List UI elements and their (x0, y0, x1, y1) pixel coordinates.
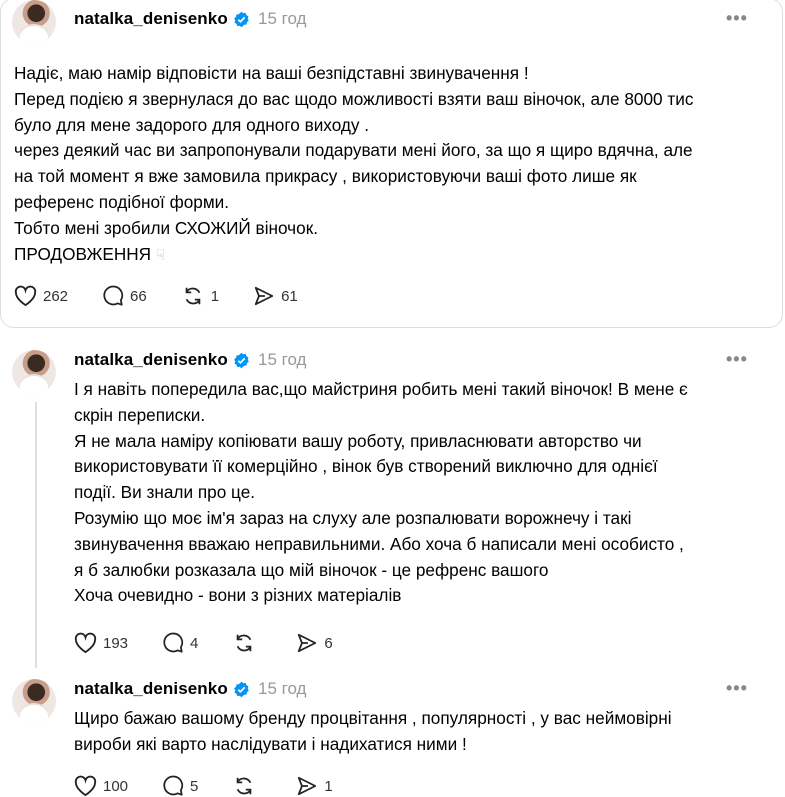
repost-icon (181, 285, 205, 307)
thread-line (35, 402, 37, 668)
repost-button[interactable] (232, 775, 262, 797)
repost-icon (232, 632, 256, 654)
text-line: Хоча очевидно - вони з різних матеріалів (74, 585, 402, 606)
text-line: Перед подією я звернулася до вас щодо можливості взяти ваш віночок, але 8000 тис (14, 88, 694, 109)
share-button[interactable] (253, 285, 298, 307)
share-count: 1 (324, 777, 333, 795)
share-icon (253, 285, 275, 307)
repost-count: 1 (210, 287, 220, 305)
username[interactable]: natalka_denisenko (74, 350, 228, 369)
verified-badge-icon (233, 11, 250, 28)
text-line: я б залюбки розказала що мій віночок - це рефренс вашого (74, 559, 549, 580)
post-actions (74, 775, 367, 797)
post-actions (74, 632, 367, 654)
more-options-icon[interactable]: ••• (726, 349, 748, 369)
like-button[interactable] (14, 285, 68, 307)
text-line: на той момент я вже замовила прикрасу , використовуючи ваші фото лише як (14, 166, 637, 187)
text-line: було для мене задорого для одного виходу . (14, 114, 370, 135)
verified-badge-icon (233, 681, 250, 698)
share-button[interactable] (296, 632, 332, 654)
like-button[interactable] (74, 632, 128, 654)
share-icon (296, 632, 318, 654)
verified-badge-icon (233, 352, 250, 369)
like-count: 193 (103, 634, 129, 652)
text-line: І я навіть попередила вас,що майстриня робить мені такий віночок! В мене є (74, 379, 688, 399)
post-actions (14, 285, 332, 307)
comment-icon (162, 775, 184, 797)
comment-button[interactable] (162, 632, 198, 654)
text-line: референс подібної форми. (14, 191, 230, 212)
more-options-icon[interactable]: ••• (726, 8, 748, 28)
like-count: 262 (43, 287, 69, 305)
post-time: 15 год (258, 9, 307, 28)
heart-icon (74, 775, 97, 797)
text-line: скрін переписки. (74, 404, 206, 425)
repost-icon (232, 775, 256, 797)
share-count: 6 (324, 634, 333, 652)
heart-icon (14, 285, 37, 307)
comment-count: 4 (190, 634, 199, 652)
avatar[interactable] (12, 350, 56, 394)
post-time: 15 год (258, 350, 307, 369)
avatar[interactable] (12, 679, 56, 723)
text-line: Тобто мені зробили СХОЖИЙ віночок. (14, 217, 318, 238)
heart-icon (74, 632, 97, 654)
comment-count: 66 (130, 287, 147, 305)
text-line: Розумію що моє ім'я зараз на слуху але розпалювати ворожнечу і такі (74, 507, 632, 528)
repost-button[interactable] (232, 632, 262, 654)
text-line: через деякий час ви запропонували подарувати мені його, за що я щиро вдячна, але (14, 140, 693, 161)
username[interactable]: natalka_denisenko (74, 679, 228, 698)
comment-button[interactable] (162, 775, 198, 797)
username[interactable]: natalka_denisenko (74, 9, 228, 28)
more-options-icon[interactable]: ••• (726, 678, 748, 698)
text-line: Я не мала наміру копіювати вашу роботу, привласнювати авторство чи (74, 430, 642, 451)
like-button[interactable] (74, 775, 128, 797)
continued-label: ПРОДОВЖЕННЯ (14, 243, 152, 264)
comment-count: 5 (190, 777, 199, 795)
comment-button[interactable] (102, 285, 147, 307)
share-icon (296, 775, 318, 797)
share-button[interactable] (296, 775, 332, 797)
post-time: 15 год (258, 679, 307, 698)
text-line: використовувати її комерційно , вінок був створений виключно для однієї (74, 456, 658, 477)
pointing-down-emoji-icon: ☟ (155, 245, 166, 264)
avatar[interactable] (12, 0, 56, 44)
text-line-continued (14, 242, 693, 268)
text-line: Надіє, маю намір відповісти на ваші безпідставні звинувачення ! (14, 63, 529, 83)
repost-button[interactable] (181, 285, 219, 307)
comment-icon (102, 285, 124, 307)
like-count: 100 (103, 777, 129, 795)
share-count: 61 (281, 287, 298, 305)
post-text (14, 61, 693, 267)
text-line: звинувачення вважаю неправильними. Або хоча б написали мені особисто , (74, 533, 684, 554)
post-text (74, 706, 672, 758)
text-line: Щиро бажаю вашому бренду процвітання , популярності , у вас неймовірні (74, 708, 672, 728)
comment-icon (162, 632, 184, 654)
text-line: вироби які варто наслідувати і надихатися ними ! (74, 733, 467, 754)
post-text (74, 377, 688, 609)
text-line: події. Ви знали про це. (74, 482, 256, 503)
